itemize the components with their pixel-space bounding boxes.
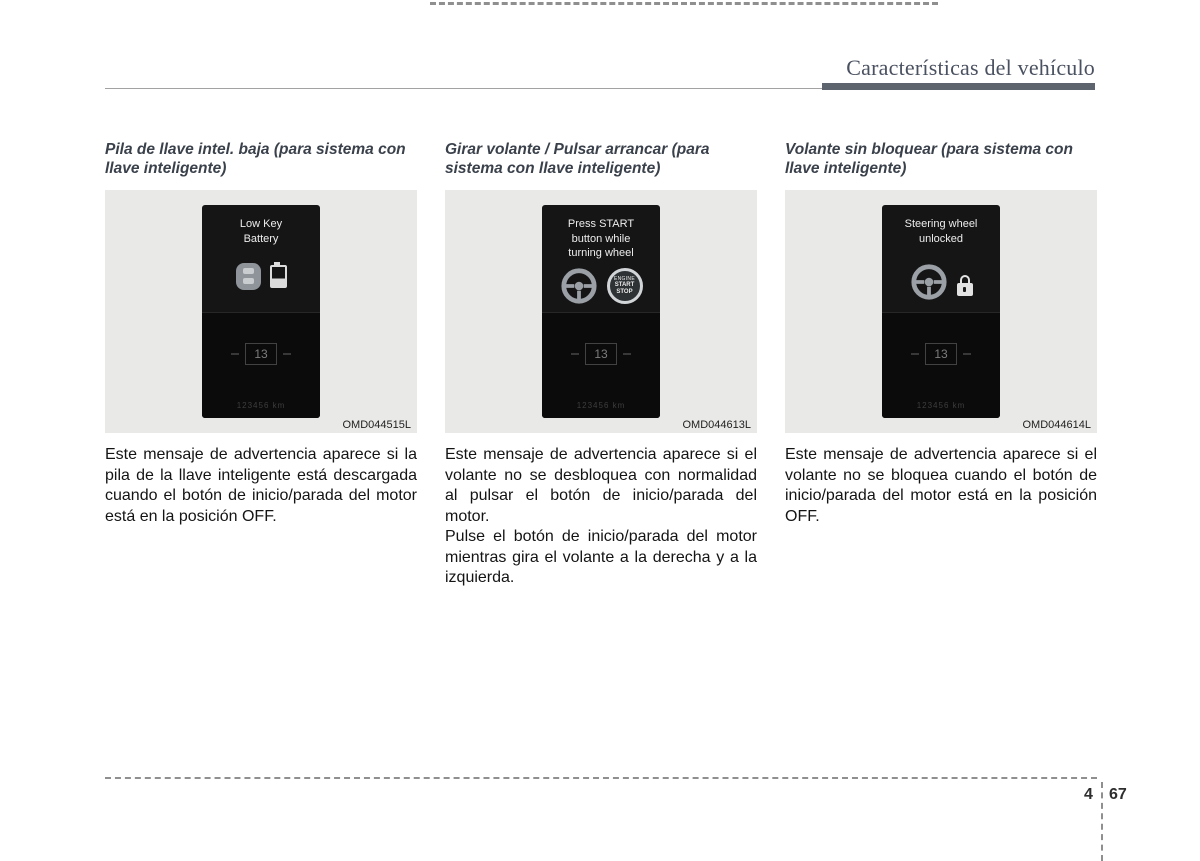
column-turn-wheel-press-start [445,140,757,586]
cluster-lower-area [882,312,1000,418]
screen-message-line: Press START [567,218,635,230]
paragraph: Este mensaje de advertencia aparece si la pila de la llave inteligente está descargada cuando el botón de inicio/parada del motor está en la posición OFF. [105,446,417,525]
screen-icons [542,267,660,305]
column-title: Volante sin bloquear (para sistema con llave inteligente) [785,141,1073,177]
figure-press-start [445,190,757,433]
screen-message-line: unlocked [918,232,964,245]
gear-value: 13 [245,343,276,365]
chapter-number: 4 [1084,786,1093,803]
cluster-display [882,205,1000,418]
column-low-key-battery [105,140,417,525]
screen-message-line: button while [571,232,631,245]
gear-indicator [882,343,1000,365]
screen-message-line: Steering wheel [904,218,978,230]
gear-value: 13 [925,343,956,365]
page-number: 67 [1109,786,1127,803]
steering-wheel-icon [560,267,598,305]
column-title: Girar volante / Pulsar arrancar (para sistema con llave inteligente) [445,141,710,177]
screen-message-line: Low Key [239,218,283,230]
engine-start-stop-button-icon [607,268,643,304]
smart-key-icon [236,263,261,290]
column-body [445,445,757,589]
screen-message [882,205,1000,246]
gear-indicator [202,343,320,365]
gauge-tick [963,353,971,355]
smart-key-button-detail [243,278,254,284]
button-label-line: START [614,281,635,288]
screen-message-line: turning wheel [568,247,634,259]
column-title: Pila de llave intel. baja (para sistema con llave inteligente) [105,141,406,177]
gauge-tick [911,353,919,355]
figure-low-key-battery [105,190,417,433]
footer-vertical-dashed-line [1101,782,1103,861]
button-label-line: ENGINE [614,275,635,282]
gauge-tick [571,353,579,355]
column-body [785,445,1097,527]
paragraph: Este mensaje de advertencia aparece si el volante no se desbloquea con normalidad al pulsar el botón de inicio/parada del motor. [445,446,757,525]
gauge-tick [231,353,239,355]
gauge-tick [283,353,291,355]
column-body [105,445,417,527]
screen-message-line: Battery [243,232,279,245]
cluster-display [202,205,320,418]
odometer: 123456 km [916,401,966,410]
battery-icon [270,265,287,288]
odometer: 123456 km [576,401,626,410]
paragraph: Este mensaje de advertencia aparece si el volante no se bloquea cuando el botón de inicio/parada del motor está en la posición OFF. [785,446,1097,525]
figure-wheel-unlocked [785,190,1097,433]
figure-code: OMD044613L [682,419,751,431]
odometer: 123456 km [236,401,286,410]
screen-message [542,205,660,261]
footer-dashed-line [105,777,1097,779]
screen-icons [202,263,320,290]
cluster-lower-area [542,312,660,418]
column-steering-wheel-unlocked [785,140,1097,525]
page-header-title: Características del vehículo [846,55,1095,80]
gear-indicator [542,343,660,365]
paragraph: Pulse el botón de inicio/parada del motor mientras gira el volante a la derecha y a la izquierda. [445,528,757,586]
unlock-icon [957,283,973,296]
smart-key-button-detail [243,268,254,274]
button-label-line: STOP [616,289,633,295]
header-rule-thick [822,83,1095,90]
gear-value: 13 [585,343,616,365]
gauge-tick [623,353,631,355]
figure-code: OMD044515L [342,419,411,431]
figure-code: OMD044614L [1022,419,1091,431]
screen-message [202,205,320,246]
crop-mark-top [430,2,938,5]
cluster-display [542,205,660,418]
steering-wheel-icon [910,263,948,301]
cluster-lower-area [202,312,320,418]
screen-icons [882,263,1000,301]
